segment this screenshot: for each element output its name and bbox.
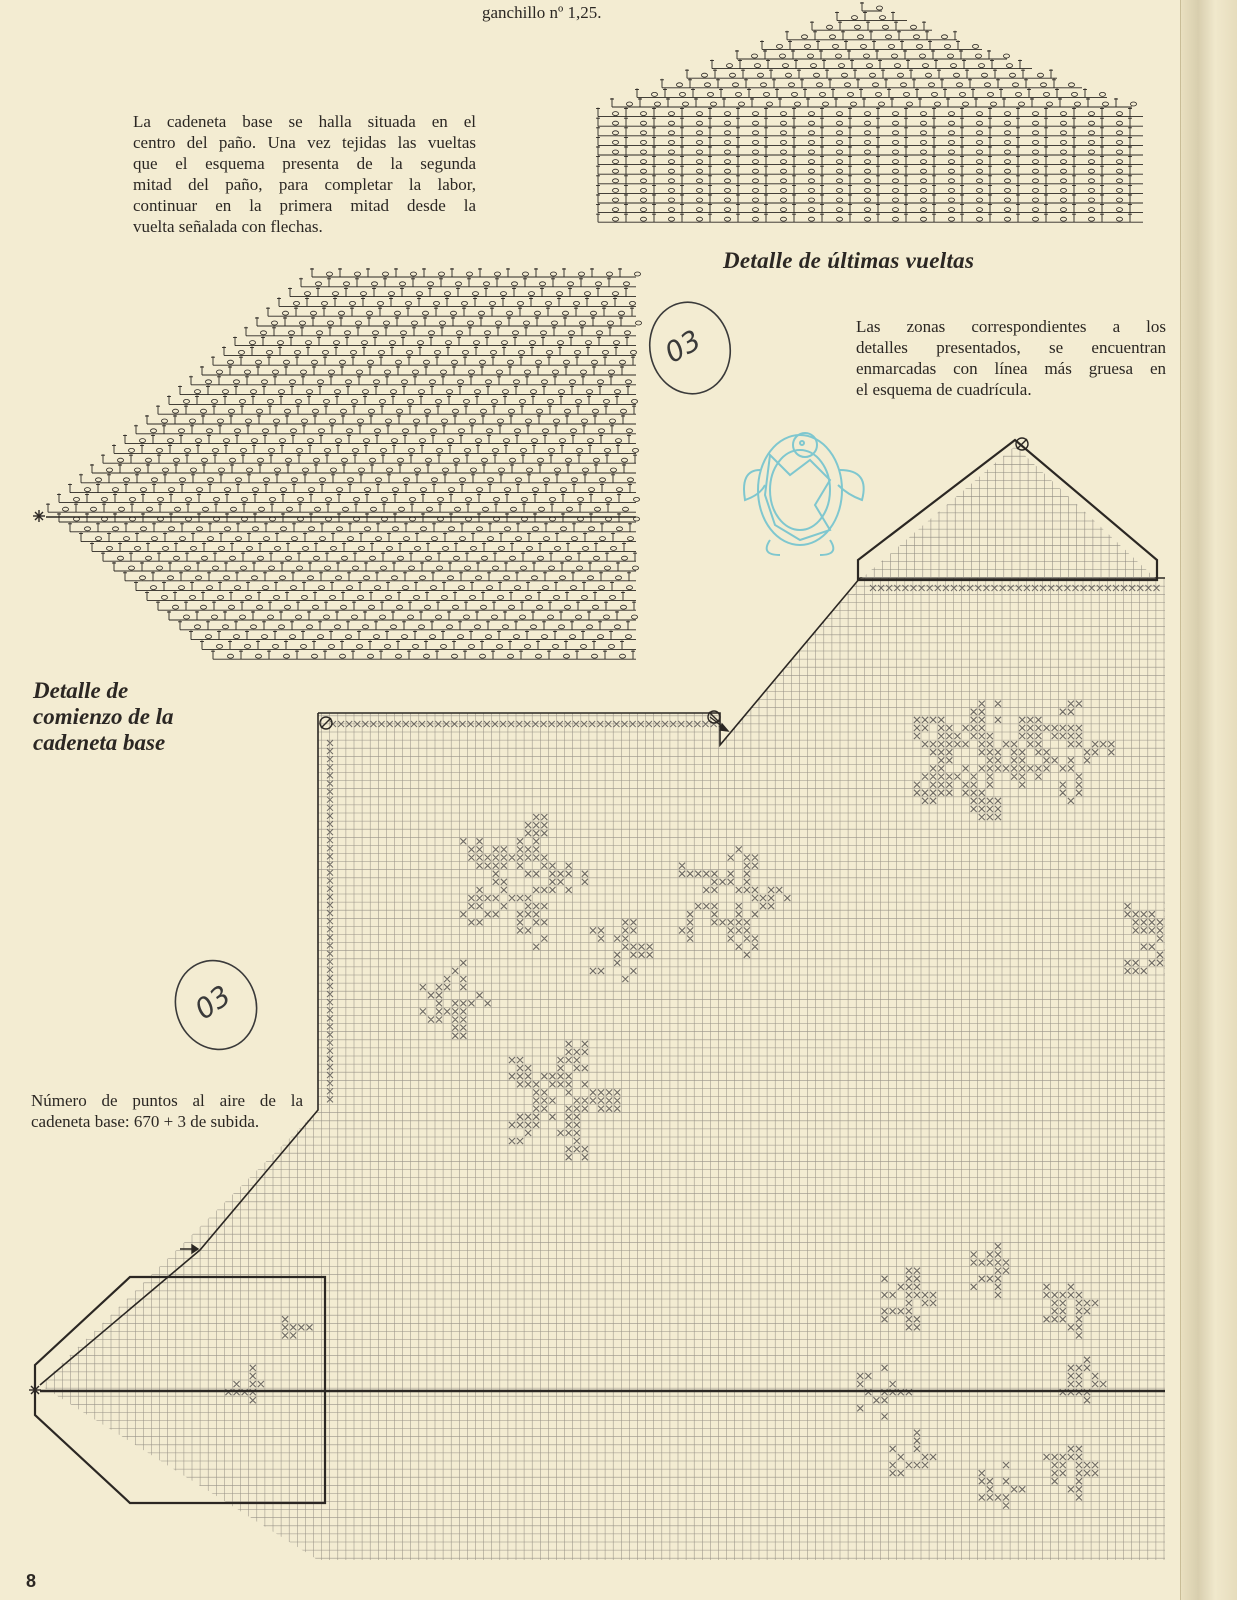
last-rounds-heading: Detalle de últimas vueltas: [723, 248, 975, 273]
page-number: 8: [26, 1571, 37, 1591]
circle-slash-icon: [1016, 438, 1028, 450]
zones-note-paragraph: Las zonas correspondientes a los detalles presentados, se encuentran enmarcadas con línea más gruesa en el esquema de cuadrícula.: [856, 317, 1166, 399]
intro-paragraph: La cadeneta base se halla situada en el centro del paño. Una vez tejidas las vueltas que el esquema presenta de la segunda mitad del paño, para completar la labor, continuar en la primera mitad desde la vuelta señalada con flechas.: [133, 112, 476, 236]
hook-size-label: ganchillo nº 1,25.: [482, 3, 602, 22]
asterisk-icon: [33, 510, 45, 522]
start-detail-heading: Detalle de comienzo de la cadeneta base: [33, 678, 174, 755]
chain-count-paragraph: Número de puntos al aire de la cadeneta base: 670 + 3 de subida.: [31, 1091, 303, 1131]
handwritten-mark-top: 03: [659, 323, 707, 370]
asterisk-icon: [29, 1384, 41, 1396]
circle-slash-icon: [708, 711, 720, 723]
arrow-right-icon: [180, 1245, 198, 1253]
handwritten-mark-left: 03: [188, 978, 237, 1027]
circle-slash-icon: [320, 717, 332, 729]
